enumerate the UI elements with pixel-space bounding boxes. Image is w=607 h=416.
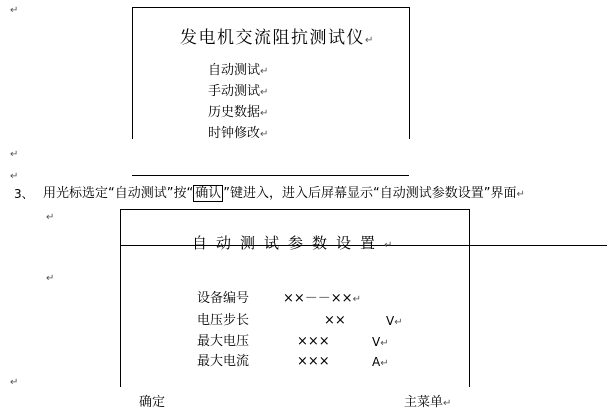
param-value-max-voltage: ××× <box>297 334 330 349</box>
device-title: 发电机交流阻抗测试仪↵ <box>180 28 375 48</box>
param-unit-voltage-step: V↵ <box>386 314 403 328</box>
menu-item-auto-test: 自动测试↵ <box>208 63 269 78</box>
paragraph-mark: ↵ <box>46 212 55 223</box>
param-label-max-current: 最大电流 <box>197 354 250 369</box>
menu-item-clock: 时钟修改↵ <box>208 126 269 141</box>
screen-bottom-border <box>132 175 409 176</box>
step-number: 3、 <box>14 187 34 201</box>
paragraph-mark: ↵ <box>10 5 19 16</box>
param-unit-max-current: A↵ <box>372 355 389 369</box>
paragraph-mark: ↵ <box>10 171 19 182</box>
step-instruction: 用光标选定“自动测试”按“ 确认 ”键进入，进入后屏幕显示“自动测试参数设置”界面↵ <box>43 186 525 201</box>
paragraph-mark: ↵ <box>46 273 55 284</box>
param-value-device-id: ××－－××↵ <box>283 291 361 306</box>
param-value-voltage-step: ×× <box>324 313 346 328</box>
confirm-softkey-label: 确定 <box>139 395 166 410</box>
main-menu-screen <box>132 7 410 139</box>
menu-item-manual-test: 手动测试↵ <box>208 84 269 99</box>
param-label-max-voltage: 最大电压 <box>197 334 250 349</box>
paragraph-mark: ↵ <box>10 377 19 388</box>
param-label-voltage-step: 电压步长 <box>197 313 250 328</box>
param-label-device-id: 设备编号 <box>197 291 250 306</box>
param-unit-max-voltage: V↵ <box>372 335 389 349</box>
paragraph-mark: ↵ <box>10 149 19 160</box>
param-value-max-current: ××× <box>297 354 330 369</box>
settings-title: 自动测试参数设置↵ <box>192 234 393 252</box>
menu-item-history: 历史数据↵ <box>208 105 269 120</box>
main-menu-softkey-label: 主菜单↵ <box>404 395 452 410</box>
confirm-key-label: 确认 <box>195 186 222 201</box>
